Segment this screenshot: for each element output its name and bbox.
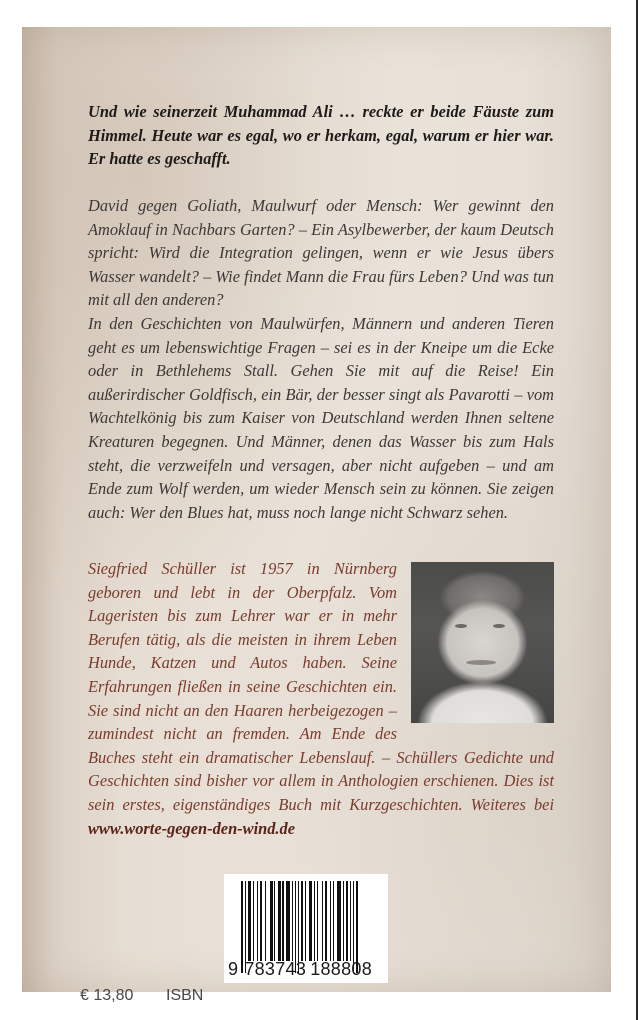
author-bio	[88, 557, 554, 840]
author-photo	[411, 562, 554, 723]
isbn-label: ISBN	[166, 987, 204, 1004]
isbn-digit-group-2: 188808	[310, 959, 373, 979]
price-label: € 13,80	[80, 987, 134, 1004]
isbn-digit-group-1: 783743	[244, 959, 307, 979]
blurb-paragraph-2: In den Geschichten von Maulwürfen, Männern und anderen Tieren geht es um lebenswichtige Fragen – sei es in der Kneipe um die Ecke oder in Bethlehems Stall. Gehen Sie mit auf die Reise! Ein außerirdischer Goldfisch, ein Bär, der besser singt als Pavarotti – vom Wachtelkönig bis zum Kaiser von Deutschland werden Ihnen seltene Kreaturen begegnen. Und Männer, denen das Wasser bis zum Hals steht, die verzweifeln und versagen, aber nicht aufgeben – und am Ende zum Wolf werden, um wieder Mensch sein zu können. Sie zeigen auch: Wer den Blues hat, muss noch lange nicht Schwarz sehen.	[88, 313, 554, 522]
teaser-quote: Und wie seinerzeit Muhammad Ali … reckte er beide Fäuste zum Himmel. Heute war es egal, wo er herkam, egal, warum er hier war. Er hatte es geschafft.	[88, 102, 554, 169]
photo-detail	[493, 624, 505, 628]
book-blurb	[88, 194, 554, 524]
author-bio-text: Siegfried Schüller ist 1957 in Nürnberg geboren und lebt in der Oberpfalz. Vom Lageristen bis zum Lehrer war er in mehr Berufen tätig, als die meisten in ihrem Leben Hunde, Katzen und Autos haben. Seine Erfahrungen fließen in seine Geschichten ein. Sie sind nicht an den Haaren herbeigezogen – zumindest nicht an fremden. Am Ende des Buches steht ein dramatischer Lebenslauf. – Schüllers Gedichte und Geschichten sind bisher vor allem in Anthologien erschienen. Dies ist sein erstes, eigenständiges Buch mit Kurzgeschichten.	[88, 559, 554, 814]
book-back-cover	[22, 27, 611, 1004]
author-website-link[interactable]: www.worte-gegen-den-wind.de	[88, 818, 296, 838]
photo-detail	[455, 624, 467, 628]
isbn-digit-prefix: 9	[228, 959, 239, 979]
isbn-barcode	[224, 874, 388, 983]
isbn-digits	[228, 959, 372, 980]
photo-detail	[466, 660, 496, 665]
barcode-bars-icon	[241, 881, 381, 961]
blurb-paragraph-1: David gegen Goliath, Maulwurf oder Mensch: Wer gewinnt den Amoklauf in Nachbars Garten? – Ein Asylbewerber, der kaum Deutsch spricht: Wird die Integration gelingen, wenn er wie Jesus übers Wasser wandelt? – Wie findet Mann die Frau fürs Leben? Und was tun mit all den anderen?	[88, 196, 554, 310]
more-info-prefix: Weiteres bei	[470, 794, 554, 814]
